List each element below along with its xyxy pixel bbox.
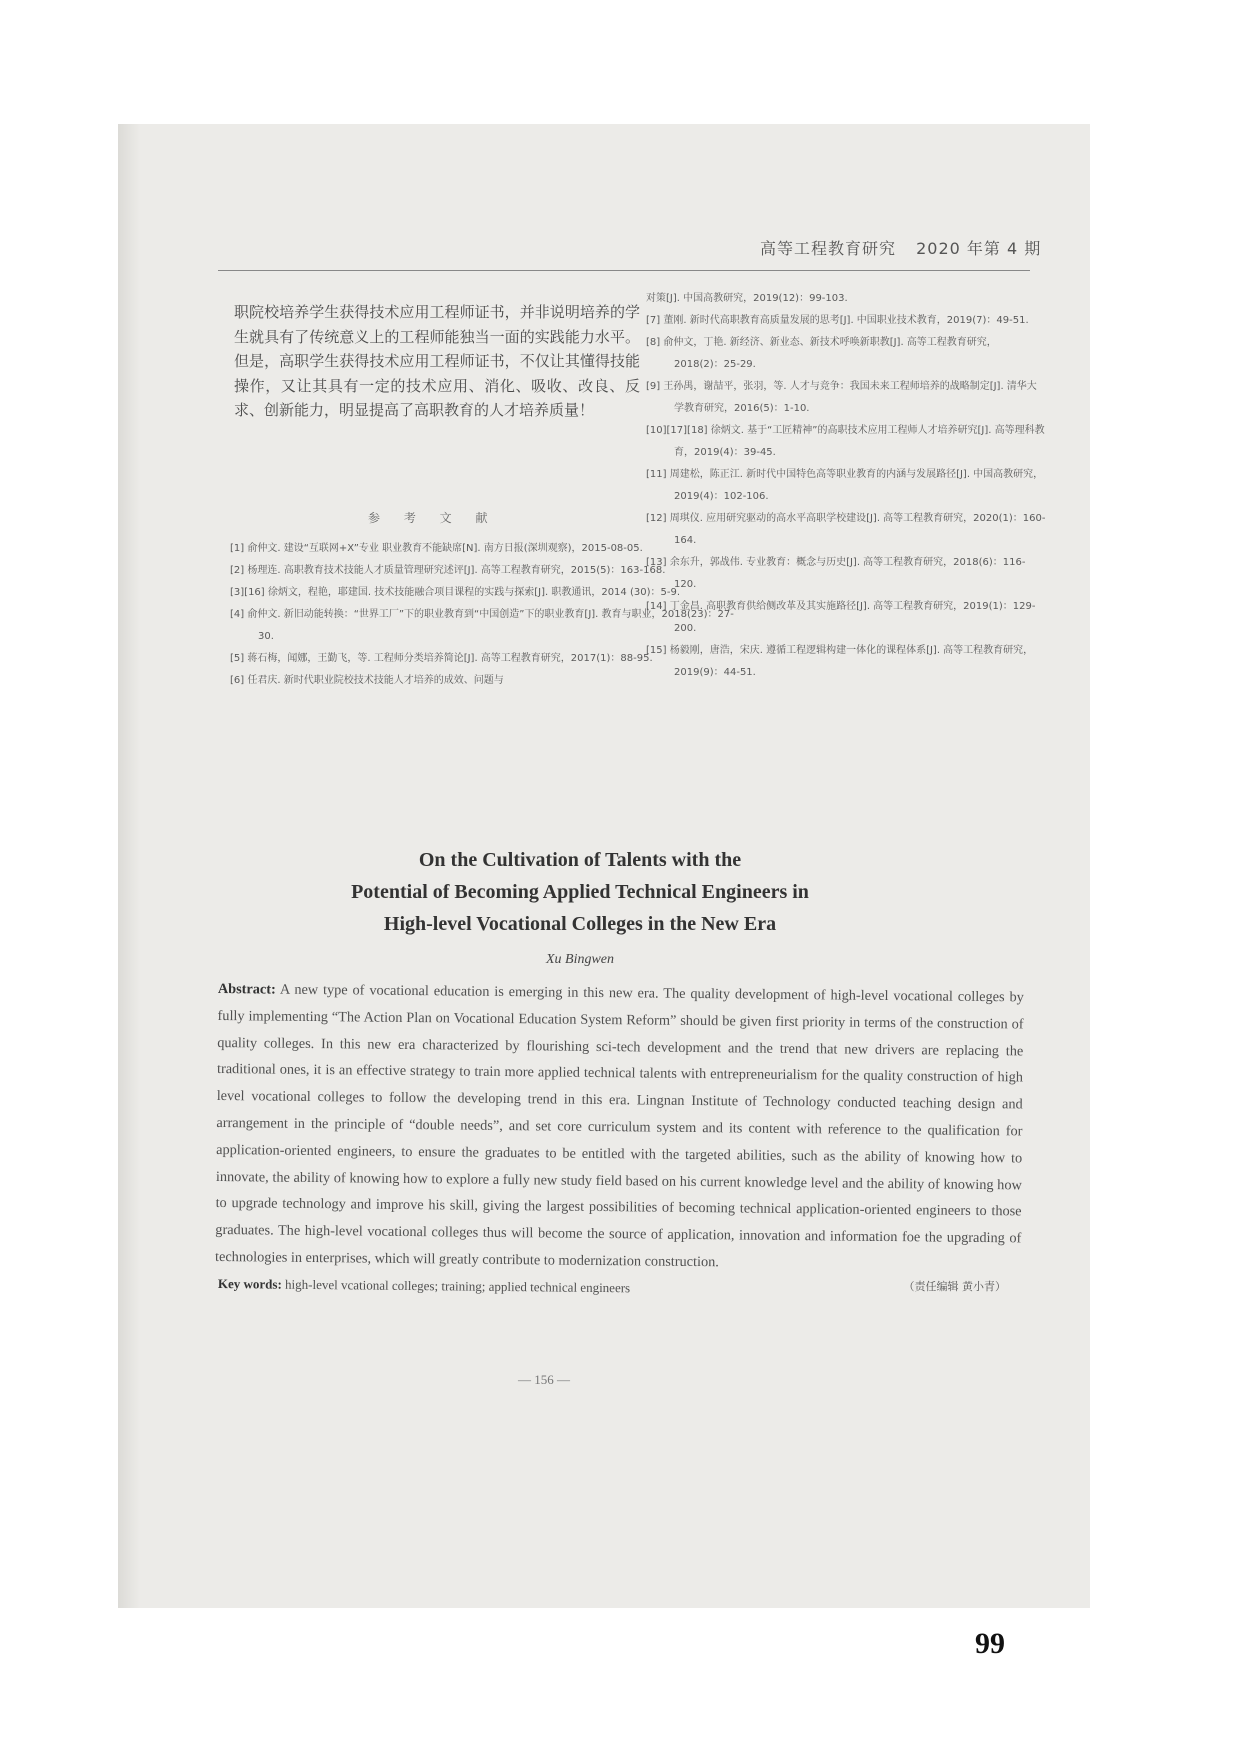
title-line: High-level Vocational Colleges in the New Era <box>383 913 777 935</box>
page-number: 99 <box>975 1627 1005 1660</box>
reference-item: [5] 蒋石梅，闻娜，王勤飞，等. 工程师分类培养简论[J]. 高等工程教育研究，2017(1)：88-95. <box>230 653 653 664</box>
reference-item: 对策[J]. 中国高教研究，2019(12)：99-103. <box>646 293 848 304</box>
references-title: 参 考 文 献 <box>368 511 498 525</box>
title-line: On the Cultivation of Talents with the <box>418 849 742 871</box>
reference-item: [1] 俞仲文. 建设“互联网+X”专业 职业教育不能缺席[N]. 南方日报(深圳观察)，2015-08-05. <box>230 543 643 554</box>
keywords-text: high-level vcational colleges; training; applied technical engineers <box>281 1276 631 1296</box>
keywords-label: Key words: <box>217 1276 282 1292</box>
abstract <box>215 976 1024 1279</box>
reference-item: [3][16] 徐炳文，程艳，耶建国. 技术技能融合项目课程的实践与探索[J]. 职教通讯，2014 (30)：5-9. <box>230 587 681 598</box>
reference-item: [7] 董刚. 新时代高职教育高质量发展的思考[J]. 中国职业技术教育，2019(7)：49-51. <box>646 315 1029 326</box>
running-header <box>760 236 1041 259</box>
reference-item: [12] 周琪仪. 应用研究驱动的高水平高职学校建设[J]. 高等工程教育研究，2020(1)：160-164. <box>646 513 1046 546</box>
reference-item: [10][17][18] 徐炳文. 基于“工匠精神”的高职技术应用工程师人才培养研究[J]. 高等理科教育，2019(4)：39-45. <box>646 425 1045 458</box>
journal-name: 高等工程教育研究 <box>760 239 897 258</box>
issue-label: 2020 年第 4 期 <box>916 239 1042 258</box>
reference-item: [15] 杨毅刚，唐浩，宋庆. 遵循工程逻辑构建一体化的课程体系[J]. 高等工程教育研究，2019(9)：44-51. <box>646 645 1034 678</box>
body-paragraph: 职院校培养学生获得技术应用工程师证书，并非说明培养的学生就具有了传统意义上的工程师能独当一面的实践能力水平。但是，高职学生获得技术应用工程师证书，不仅让其懂得技能操作，又让其具有一定的技术应用、消化、吸收、改良、反求、创新能力，明显提高了高职教育的人才培养质量！ <box>234 303 640 419</box>
reference-item: [13] 余东升，郭战伟. 专业教育：概念与历史[J]. 高等工程教育研究，2018(6)：116-120. <box>646 557 1026 590</box>
title-line: Potential of Becoming Applied Technical Engineers in <box>351 881 809 903</box>
abstract-label: Abstract: <box>217 980 276 998</box>
reference-item: [2] 杨理连. 高职教育技术技能人才质量管理研究述评[J]. 高等工程教育研究，2015(5)：163-168. <box>230 565 666 576</box>
references-right-column <box>646 288 1046 684</box>
reference-item: [9] 王孙禺，谢喆平，张羽，等. 人才与竞争：我国未来工程师培养的战略制定[J]. 清华大学教育研究，2016(5)：1-10. <box>646 381 1037 414</box>
journal-page-number: — 156 — <box>518 1372 570 1387</box>
header-rule <box>218 270 1030 271</box>
page-shadow <box>118 124 140 1608</box>
scanned-page <box>118 124 1090 1608</box>
abstract-text: A new type of vocational education is emerging in this new era. The quality development of high-level vocational colleges by fully implementing “The Action Plan on Vocational Education System Reform” should be given first priority in terms of the construction of quality colleges. In this new era characterized by flourishing sci-tech development and the trend that new drivers are replacing the traditional ones, it is an effective strategy to train more applied technical talents with entrepreneurialism for the quality construction of high level vocational colleges to follow the developing trend in this era. Lingnan Institute of Technology conducted teaching design and arrangement in the principle of “double needs”, and set core curriculum system and its content with reference to the qualification for application-oriented engineers, to ensure the graduates to be entitled with the targeted abilities, such as the ability of knowing how to innovate, the ability of knowing how to explore a fully new study field based on his current knowledge level and the ability of knowing how to upgrade technology and improve his skill, giving the largest possibilities of becoming technical application-oriented engineers to those graduates. The high-level vocational colleges thus will become the source of application, innovation and information foe the upgrading of technologies in enterprises, which will greatly contribute to modernization construction. <box>214 981 1024 1271</box>
reference-item: [14] 丁金昌. 高职教育供给侧改革及其实施路径[J]. 高等工程教育研究，2019(1)：129-200. <box>646 601 1036 634</box>
reference-item: [11] 周建松，陈正江. 新时代中国特色高等职业教育的内涵与发展路径[J]. 中国高教研究，2019(4)：102-106. <box>646 469 1044 502</box>
reference-item: [6] 任君庆. 新时代职业院校技术技能人才培养的成效、问题与 <box>230 675 504 686</box>
reference-item: [4] 俞仲文. 新旧动能转换：“世界工厂”下的职业教育到“中国创造”下的职业教育[J]. 教育与职业，2018(23)：27-30. <box>230 609 734 642</box>
english-title <box>230 844 930 940</box>
author-name: Xu Bingwen <box>545 952 615 967</box>
editor-note: （责任编辑 黄小青） <box>903 1280 1006 1293</box>
reference-item: [8] 俞仲文，丁艳. 新经济、新业态、新技术呼唤新职教[J]. 高等工程教育研究，2018(2)：25-29. <box>646 337 997 370</box>
